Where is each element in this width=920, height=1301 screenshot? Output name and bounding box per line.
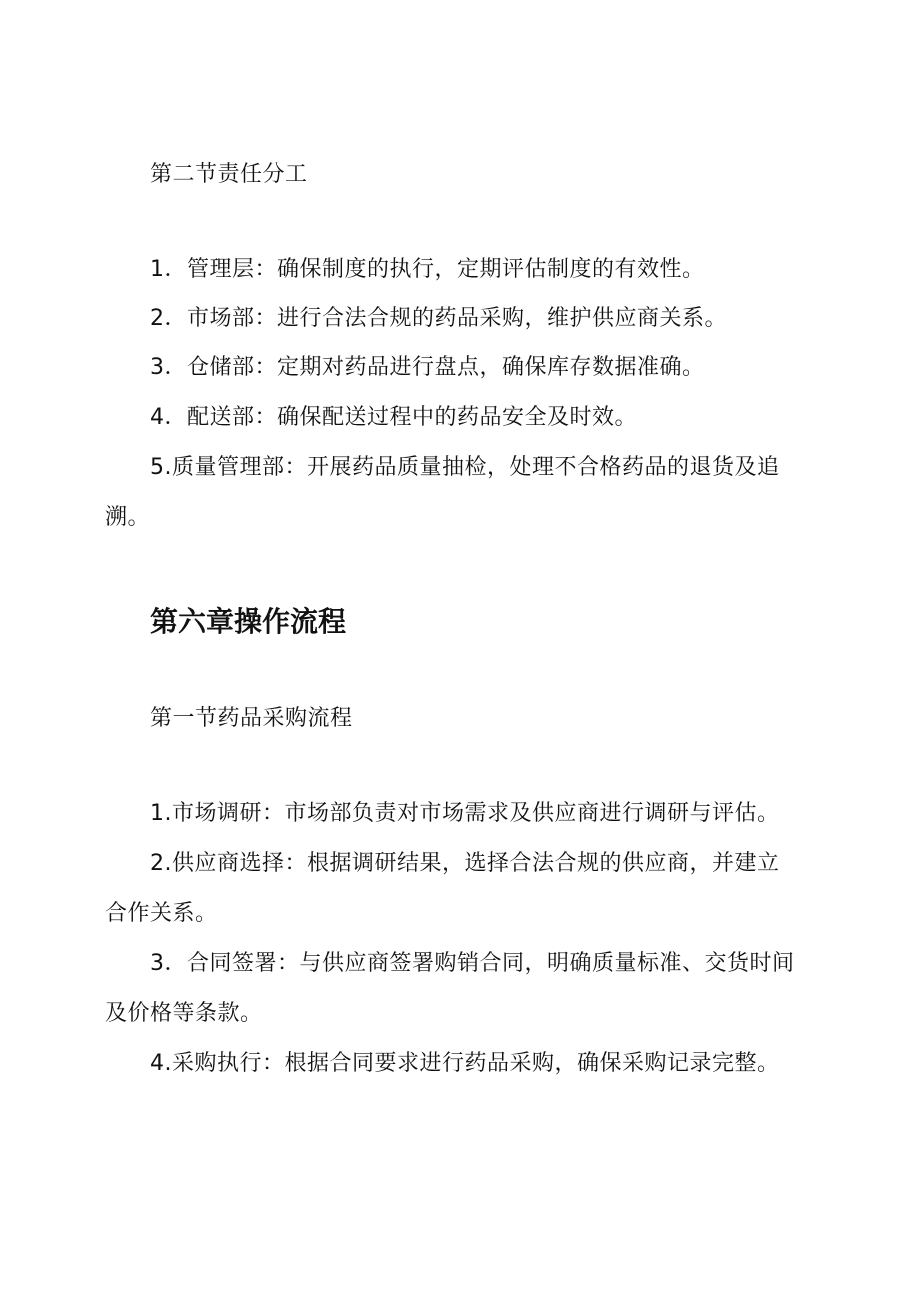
procurement-item-2: 2.供应商选择：根据调研结果，选择合法合规的供应商，并建立 bbox=[150, 851, 780, 876]
procurement-item-3: 3．合同签署：与供应商签署购销合同，明确质量标准、交货时间 bbox=[150, 951, 795, 976]
responsibility-item-5-continued: 溯。 bbox=[105, 505, 151, 530]
responsibility-item-3: 3．仓储部：定期对药品进行盘点，确保库存数据准确。 bbox=[150, 355, 705, 380]
procurement-item-3-continued: 及价格等条款。 bbox=[105, 1001, 263, 1026]
responsibility-item-2: 2．市场部：进行合法合规的药品采购，维护供应商关系。 bbox=[150, 306, 727, 331]
responsibility-item-4: 4．配送部：确保配送过程中的药品安全及时效。 bbox=[150, 405, 637, 430]
procurement-item-2-continued: 合作关系。 bbox=[105, 901, 218, 926]
chapter-title: 第六章操作流程 bbox=[150, 605, 347, 638]
section-heading-procurement: 第一节药品采购流程 bbox=[150, 706, 353, 731]
responsibility-item-5: 5.质量管理部：开展药品质量抽检，处理不合格药品的退货及追 bbox=[150, 455, 780, 480]
section-heading-responsibilities: 第二节责任分工 bbox=[150, 162, 308, 187]
procurement-item-1: 1.市场调研：市场部负责对市场需求及供应商进行调研与评估。 bbox=[150, 801, 780, 826]
responsibility-item-1: 1．管理层：确保制度的执行，定期评估制度的有效性。 bbox=[150, 257, 705, 282]
procurement-item-4: 4.采购执行：根据合同要求进行药品采购，确保采购记录完整。 bbox=[150, 1051, 780, 1076]
